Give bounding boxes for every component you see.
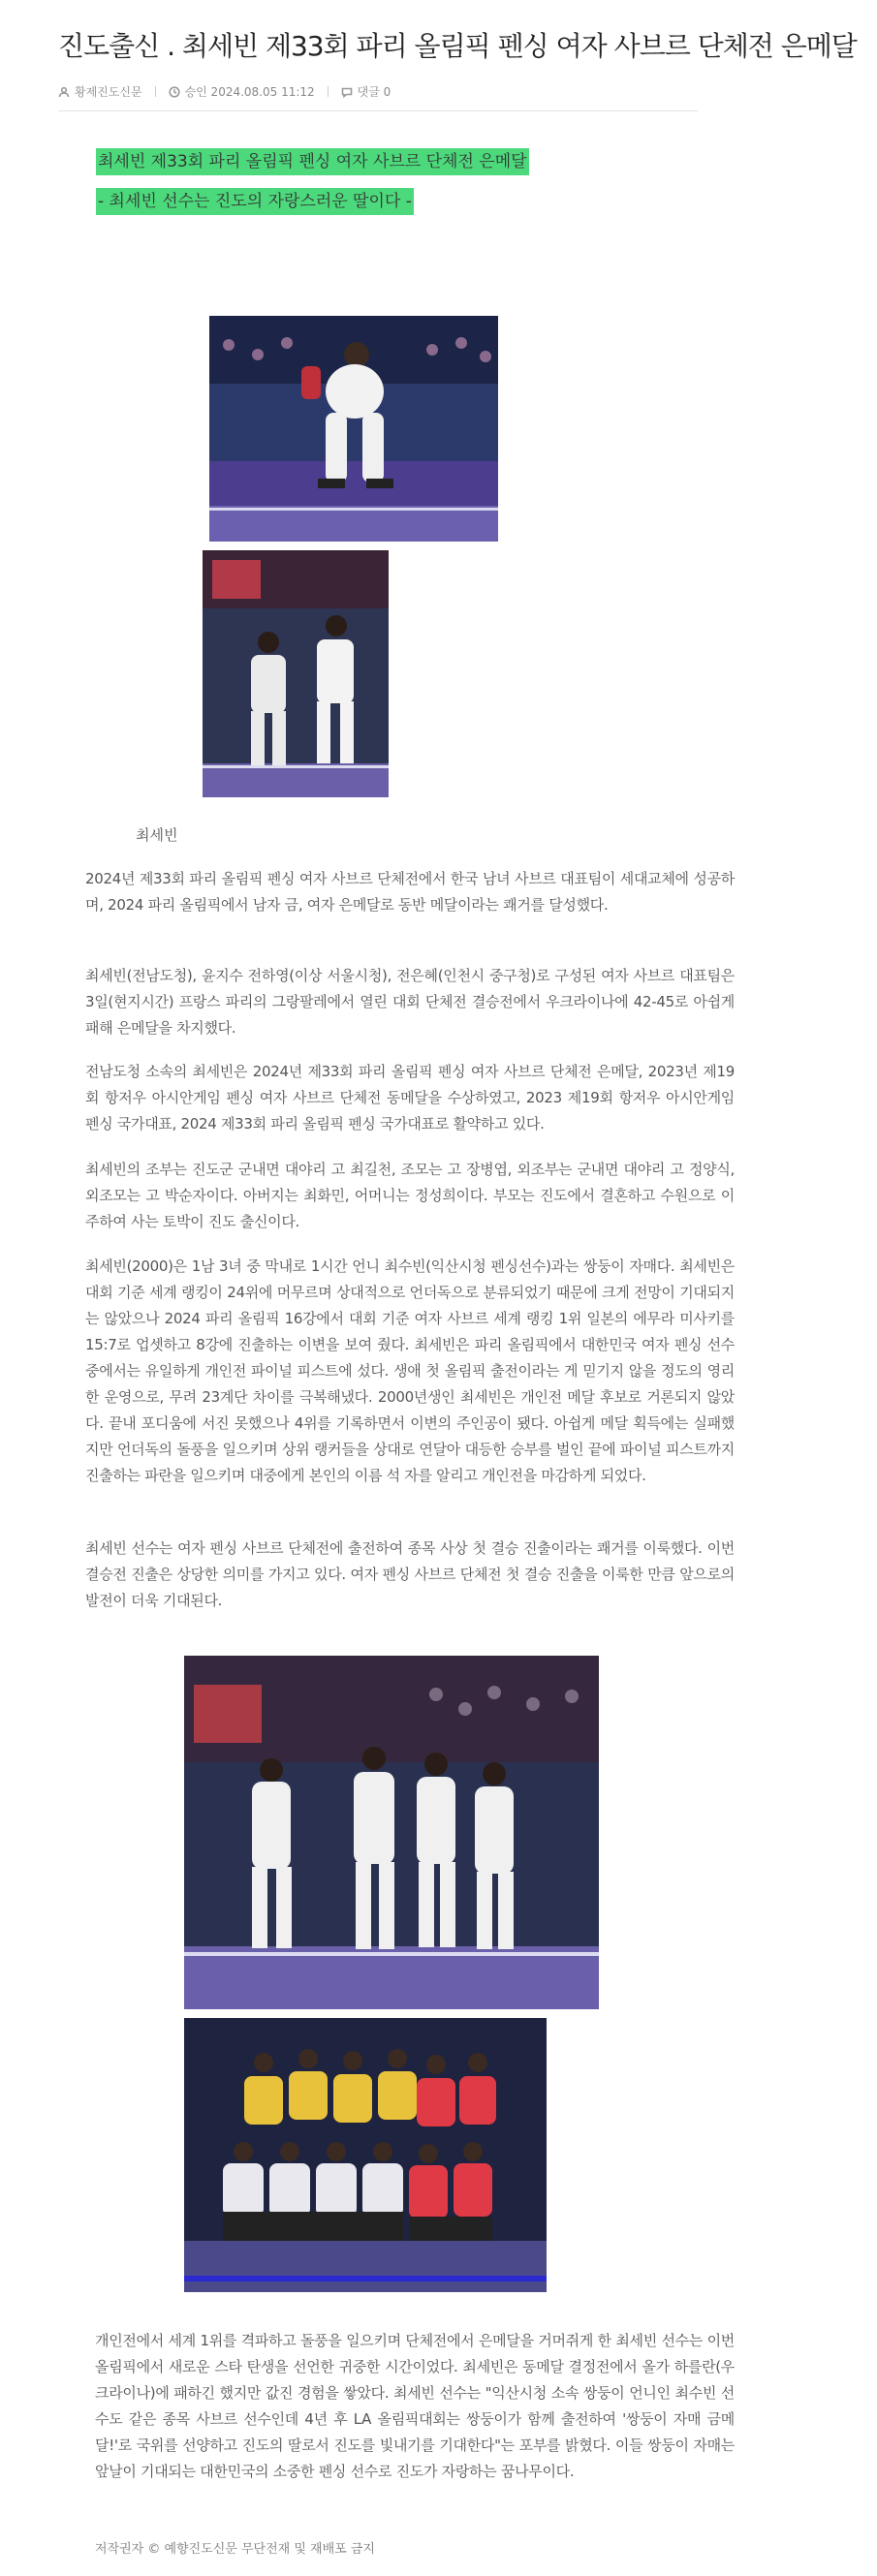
comments-link[interactable]: [341, 83, 392, 100]
author-info[interactable]: [58, 83, 142, 100]
article-paragraph: 2024년 제33회 파리 올림픽 펜싱 여자 사브르 단체전에서 한국 남녀 사브르 대표팀이 세대교체에 성공하며, 2024 파리 올림픽에서 남자 금, 여자 은메달로 동반 메달이라는 쾌거를 달성했다.: [85, 870, 735, 914]
title-divider: [58, 110, 698, 111]
highlight-subheadline: - 최세빈 선수는 진도의 자랑스러운 딸이다 -: [96, 188, 414, 215]
published-date: 승인 2024.08.05 11:12: [184, 85, 315, 99]
comment-icon: [341, 86, 353, 98]
article-paragraph: 최세빈(전남도청), 윤지수 전하영(이상 서울시청), 전은혜(인천시 중구청)로 구성된 여자 사브르 대표팀은 3일(현지시간) 프랑스 파리의 그랑팔레에서 열린 대회 단체전 결승전에서 우크라이나에 42-45로 아쉽게 패해 은메달을 차지했다.: [85, 967, 735, 1037]
article-paragraph: 최세빈(2000)은 1남 3녀 중 막내로 1시간 언니 최수빈(익산시청 펜싱선수)과는 쌍둥이 자매다. 최세빈은 대회 기준 세계 랭킹이 24위에 머무르며 상대적으로 언더독으로 분류되었기 때문에 크게 전망이 기대되지는 않았으나 2024 파리 올림픽 16강에서 대회 기준 여자 사브르 세계 랭킹 1위 일본의 에무라 미사키를 15:7로 업셋하고 8강에 진출하는 이변을 보여 줬다. 최세빈은 파리 올림픽에서 대한민국 여자 펜싱 선수 중에서는 유일하게 개인전 파이널 피스트에 섰다. 생애 첫 올림픽 출전이라는 게 믿기지 않을 정도의 영리한 운영으로, 무려 23계단 차이를 극복해냈다. 2000년생인 최세빈은 개인전 메달 후보로 거론되지 않았다. 끝내 포디움에 서진 못했으나 4위를 기록하면서 이변의 주인공이 됐다. 아쉽게 메달 획득에는 실패했지만 언더독의 돌풍을 일으키며 상위 랭커들을 상대로 연달아 대등한 승부를 벌인 끝에 파이널 피스트까지 진출하는 파란을 일으키며 대중에게 본인의 이름 석 자를 알리고 개인전을 마감하게 되었다.: [85, 1257, 735, 1484]
fencer-celebration-photo: [209, 316, 498, 542]
author-name: 황제진도신문: [75, 85, 142, 99]
article-paragraph: 개인전에서 세계 1위를 격파하고 돌풍을 일으키며 단체전에서 은메달을 거머쥐게 한 최세빈 선수는 이번 올림픽에서 새로운 스타 탄생을 선언한 귀중한 시간이었다. 최세빈은 동메달 결정전에서 올가 하를란(우크라이나)에 패하긴 했지만 값진 경험을 쌓았다. 최세빈 선수는 "익산시청 소속 쌍둥이 언니인 최수빈 선수도 같은 종목 사브르 선수인데 4년 후 LA 올림픽대회는 쌍둥이가 함께 출전하여 '쌍둥이 자매 금메달!'로 국위를 선양하고 진도의 딸로서 진도를 빛내기를 기대한다"는 포부를 밝혔다. 이들 쌍둥이 자매는 앞날이 기대되는 대한민국의 소중한 펜싱 선수로 진도가 자랑하는 꿈나무이다.: [95, 2332, 735, 2480]
article-meta: [58, 83, 391, 100]
copyright-notice: 저작권자 © 예향진도신문 무단전재 및 재배포 금지: [95, 2542, 375, 2557]
article-paragraph: 전남도청 소속의 최세빈은 2024년 제33회 파리 올림픽 펜싱 여자 사브르 단체전 은메달, 2023년 제19회 항저우 아시안게임 펜싱 여자 사브르 단체전 동메달을 수상하였고, 2023 제19회 항저우 아시안게임 펜싱 국가대표, 2024 제33회 파리 올림픽 펜싱 국가대표로 활약하고 있다.: [85, 1063, 735, 1133]
person-icon: [58, 86, 70, 98]
article-paragraph: 최세빈 선수는 여자 펜싱 사브르 단체전에 출전하여 종목 사상 첫 결승 진출이라는 쾌거를 이룩했다. 이번 결승전 진출은 상당한 의미를 가지고 있다. 여자 펜싱 사브르 단체전 첫 결승 진출을 이룩한 만큼 앞으로의 발전이 더욱 기대된다.: [85, 1539, 735, 1609]
article-title: 진도출신 . 최세빈 제33회 파리 올림픽 펜싱 여자 사브르 단체전 은메달: [58, 30, 857, 62]
fencers-hug-photo: [203, 550, 389, 797]
team-celebration-photo: [184, 1656, 599, 2009]
published-info: [169, 83, 315, 100]
comment-count: 댓글 0: [357, 85, 392, 99]
photo-caption: 최세빈: [136, 826, 178, 844]
podium-group-photo: [184, 2018, 547, 2292]
article-paragraph: 최세빈의 조부는 진도군 군내면 대야리 고 최길천, 조모는 고 장병엽, 외조부는 군내면 대야리 고 정양식, 외조모는 고 박순자이다. 아버지는 최화민, 어머니는 정성희이다. 부모는 진도에서 결혼하고 수원으로 이주하여 사는 토박이 진도 출신이다.: [85, 1161, 735, 1230]
meta-divider: [155, 86, 156, 97]
clock-icon: [169, 86, 180, 98]
highlight-headline: 최세빈 제33회 파리 올림픽 펜싱 여자 사브르 단체전 은메달: [96, 148, 529, 175]
meta-divider: [328, 86, 329, 97]
